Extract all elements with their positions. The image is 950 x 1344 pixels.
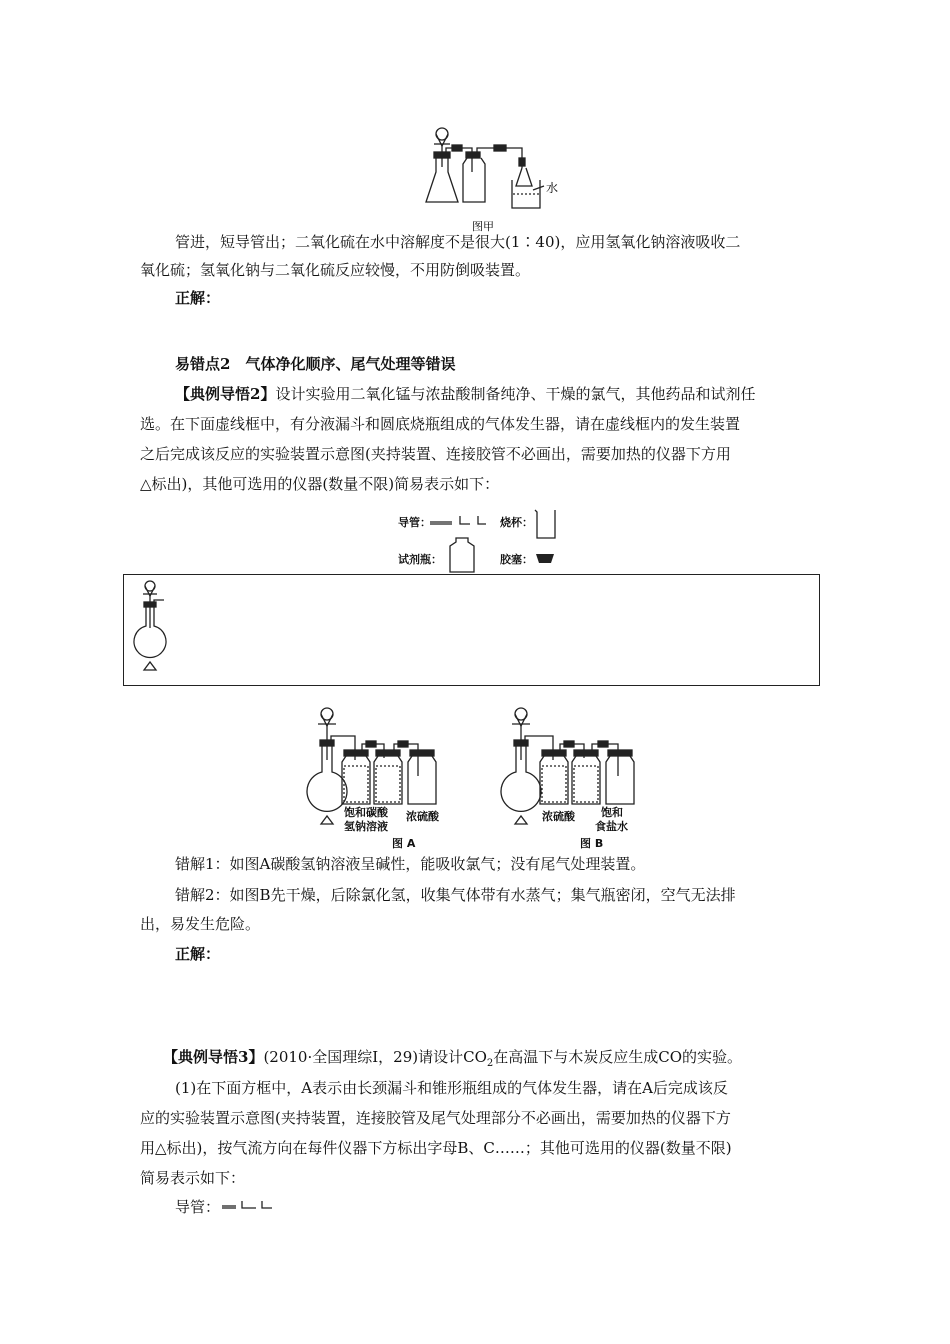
instrument-bottle-label: 试剂瓶：: [398, 553, 442, 566]
tube-icons-3: [222, 1200, 278, 1214]
figure-ab: [300, 700, 680, 850]
example3-text-post: 在高温下与木炭反应生成CO的实验。: [493, 1048, 743, 1066]
example3-label: 【典例导悟3】: [163, 1048, 264, 1066]
label-b3: 食盐水: [595, 820, 628, 833]
water-label: 水: [546, 181, 559, 195]
label-b2: 饱和: [601, 806, 623, 819]
example3-q1-line4: 简易表示如下：: [140, 1169, 246, 1187]
label-a1: 饱和碳酸: [344, 806, 388, 819]
stopper-icon: [535, 553, 555, 565]
caption-b: 图 B: [580, 837, 604, 850]
example2-text1: 设计实验用二氧化锰与浓盐酸制备纯净、干燥的氯气，其他药品和试剂任: [275, 385, 756, 403]
example3-text-pre: 请设计CO: [418, 1048, 487, 1066]
example2-line2: 选。在下面虚线框中，有分液漏斗和圆底烧瓶组成的气体发生器，请在虚线框内的发生装置: [140, 415, 741, 433]
section2-title: 易错点2 气体净化顺序、尾气处理等错误: [175, 355, 456, 373]
example3-line1: [163, 1043, 823, 1078]
example3-q1-line2: 应的实验装置示意图(夹持装置，连接胶管及尾气处理部分不必画出，需要加热的仪器下方: [140, 1109, 731, 1127]
instrument-tube-label: 导管：: [398, 516, 431, 529]
label-a3: 浓硫酸: [406, 810, 439, 823]
zhengjie-1: 正解：: [175, 289, 221, 307]
wrong2-line1: 错解2：如图B先干燥，后除氯化氢，收集气体带有水蒸气；集气瓶密闭，空气无法排: [175, 886, 736, 904]
instrument-beaker-label: 烧杯：: [500, 516, 533, 529]
instrument-stopper-label: 胶塞：: [500, 553, 533, 566]
caption-a: 图 A: [392, 837, 416, 850]
label-a2: 氢钠溶液: [344, 820, 388, 833]
wrong1: 错解1：如图A碳酸氢钠溶液呈碱性，能吸收氯气；没有尾气处理装置。: [175, 855, 646, 873]
figure-jia: [420, 122, 570, 234]
wrong2-line2: 出，易发生危险。: [140, 915, 261, 933]
answer-box-2[interactable]: [123, 574, 820, 686]
example3-q1-line1: (1)在下面方框中，A表示由长颈漏斗和锥形瓶组成的气体发生器，请在A后完成该反: [175, 1079, 728, 1097]
example2-line4: △标出)，其他可选用的仪器(数量不限)简易表示如下：: [140, 475, 500, 493]
example3-q1-line3: 用△标出)，按气流方向在每件仪器下方标出字母B、C……；其他可选用的仪器(数量不限): [140, 1139, 732, 1157]
example3-source: (2010·全国理综Ⅰ，29): [263, 1048, 419, 1066]
zhengjie-2: 正解：: [175, 945, 221, 963]
example2-line1: [175, 380, 820, 408]
tube-icons: [430, 514, 490, 528]
example3-tube-label: 导管：: [175, 1198, 221, 1216]
generator-figure: [130, 578, 180, 682]
para1-line2: 氧化硫；氢氧化钠与二氧化硫反应较慢，不用防倒吸装置。: [140, 261, 531, 279]
beaker-icon: [533, 508, 559, 540]
example2-label: 【典例导悟2】: [175, 385, 276, 403]
example2-line3: 之后完成该反应的实验装置示意图(夹持装置、连接胶管不必画出，需要加热的仪器下方用: [140, 445, 731, 463]
example3-sub: 2: [486, 1058, 494, 1069]
para1-line1: 管进，短导管出；二氧化硫在水中溶解度不是很大(1∶40)，应用氢氧化钠溶液吸收二: [175, 233, 741, 251]
figure-jia-caption: 图甲: [472, 220, 494, 233]
label-b1: 浓硫酸: [542, 810, 575, 823]
bottle-icon: [447, 536, 477, 574]
